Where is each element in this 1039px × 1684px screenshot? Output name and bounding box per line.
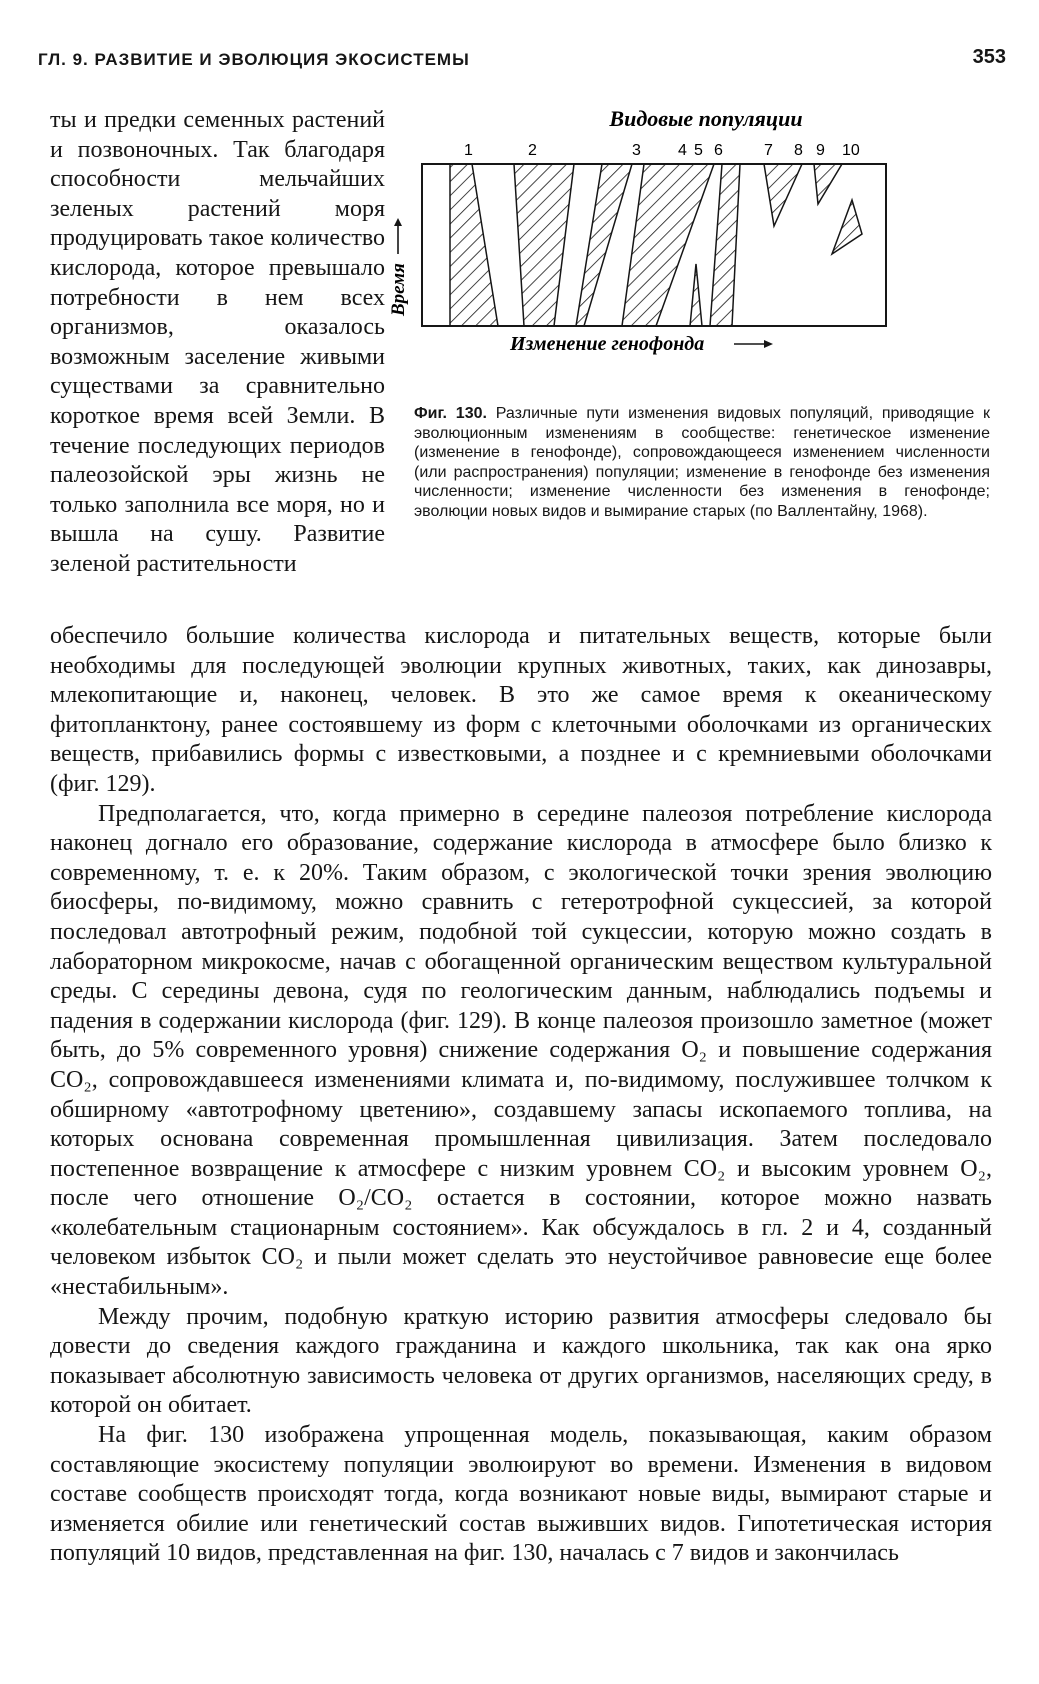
paragraph-3: Между прочим, подобную краткую историю развития атмосферы следовало бы довести до сведения каждого гражданина и каждого школьника, так как она ярко показывает абсолютную зависимость человека от других организмов, населяющих среду, в которой он обитает. bbox=[50, 1303, 992, 1419]
population-band-7-8 bbox=[764, 164, 802, 226]
paragraph-1: обеспечило большие количества кислорода и питательных веществ, которые были необходимы для последующей эволюции крупных животных, таких, как динозавры, млекопитающие и, наконец, человек. В это же самое время к океаническому фитопланктону, ранее состоявшему из форм с клеточными оболочками из органических веществ, прибавились формы с известковыми, а позднее и с кремниевыми оболочками (фиг. 129). bbox=[50, 623, 992, 797]
caption-text: Различные пути изменения видовых популяций, приводящие к эволюционным изменениям в сообществе: генетическое изменение (изменение в генофонде), сопровождающееся изменением численности (или распространения) популяции; изменение в генофонде без изменения численности; изменение численности без изменения в генофонде; эволюции новых видов и вымирание старых (по Валлентайну, 1968). bbox=[414, 405, 990, 520]
caption-number: Фиг. 130. bbox=[414, 405, 487, 422]
col-num-6: 6 bbox=[714, 142, 723, 159]
left-column-text: ты и предки семенных растений и позвоночных. Так благодаря способности мельчайших зеленых растений моря продуцировать такое количество кислорода, которое превышало потребности в нем всех организмов, оказалось возможным заселение живыми существами за сравнительно короткое время всей Земли. В течение последующих периодов палеозойской эры жизнь не только заполнила все моря, но и вышла на сушу. Развитие зеленой растительности bbox=[50, 107, 385, 577]
x-axis-label: Изменение генофонда bbox=[510, 333, 705, 355]
figure-130 bbox=[388, 104, 990, 624]
col-num-5: 5 bbox=[694, 142, 703, 159]
running-head: ГЛ. 9. РАЗВИТИЕ И ЭВОЛЮЦИЯ ЭКОСИСТЕМЫ bbox=[38, 50, 470, 69]
col-num-2: 2 bbox=[528, 142, 537, 159]
top-label: Видовые популяции bbox=[609, 106, 803, 131]
population-band-3 bbox=[576, 164, 632, 326]
paragraph-4: На фиг. 130 изображена упрощенная модель, показывающая, каким образом составляющие экосистему популяции эволюируют во времени. Изменения в видовом составе сообществ происходят тогда, когда возникают новые виды, вымирают старые и изменяется обилие или генетический состав выживших видов. Гипотетическая история популяций 10 видов, представленная на фиг. 130, началась с 7 видов и закончилась bbox=[50, 1422, 992, 1567]
population-band-5 bbox=[690, 264, 702, 326]
population-band-9 bbox=[814, 164, 842, 204]
population-diagram bbox=[388, 104, 990, 404]
page-number: 353 bbox=[972, 46, 1006, 68]
col-num-1: 1 bbox=[464, 142, 473, 159]
y-axis-label-group bbox=[388, 218, 409, 317]
x-axis-arrowhead bbox=[764, 340, 773, 348]
y-axis-label: Время bbox=[388, 263, 409, 316]
col-num-10: 10 bbox=[842, 142, 860, 159]
page-header bbox=[38, 42, 1006, 78]
body-text bbox=[50, 622, 992, 1569]
population-band-10 bbox=[832, 200, 862, 254]
col-num-4: 4 bbox=[678, 142, 687, 159]
population-band-6 bbox=[710, 164, 740, 326]
population-band-1 bbox=[450, 164, 498, 326]
col-num-7: 7 bbox=[764, 142, 773, 159]
population-band-2 bbox=[514, 164, 574, 326]
col-num-9: 9 bbox=[816, 142, 825, 159]
paragraph-2: Предполагается, что, когда примерно в середине палеозоя потребление кислорода наконец догнало его образование, содержание кислорода в атмосфере было близко к современному, т. е. к 20%. Таким образом, с экологической точки зрения эволюцию биосферы, по-видимому, можно сравнить с гетеротрофной сукцессией, за которой последовал автотрофный режим, подобной той сукцессии, которую можно создать в лабораторном микрокосме, начав с обогащенной органическим веществом культуральной среды. С середины девона, судя по геологическим данным, наблюдались подъемы и падения в содержании кислорода (фиг. 129). В конце палеозоя произошло заметное (может быть, до 5% современного уровня) снижение содержания O₂ и повышение содержания CO₂, сопровождавшееся изменениями климата и, по-видимому, послужившее толчком к обширному «автотрофному цветению», создавшему запасы ископаемого топлива, на которых основана современная промышленная цивилизация. Затем последовало постепенное возвращение к атмосфере с низким уровнем CO₂ и высоким уровнем O₂, после чего отношение O₂/CO₂ остается в состоянии, которое можно назвать «колебательным стационарным состоянием». Как обсуждалось в гл. 2 и 4, созданный человеком избыток CO₂ и пыли может сделать это неустойчивое равновесие еще более «нестабильным». bbox=[50, 800, 992, 1301]
figure-caption bbox=[414, 404, 990, 522]
col-num-8: 8 bbox=[794, 142, 803, 159]
col-num-3: 3 bbox=[632, 142, 641, 159]
